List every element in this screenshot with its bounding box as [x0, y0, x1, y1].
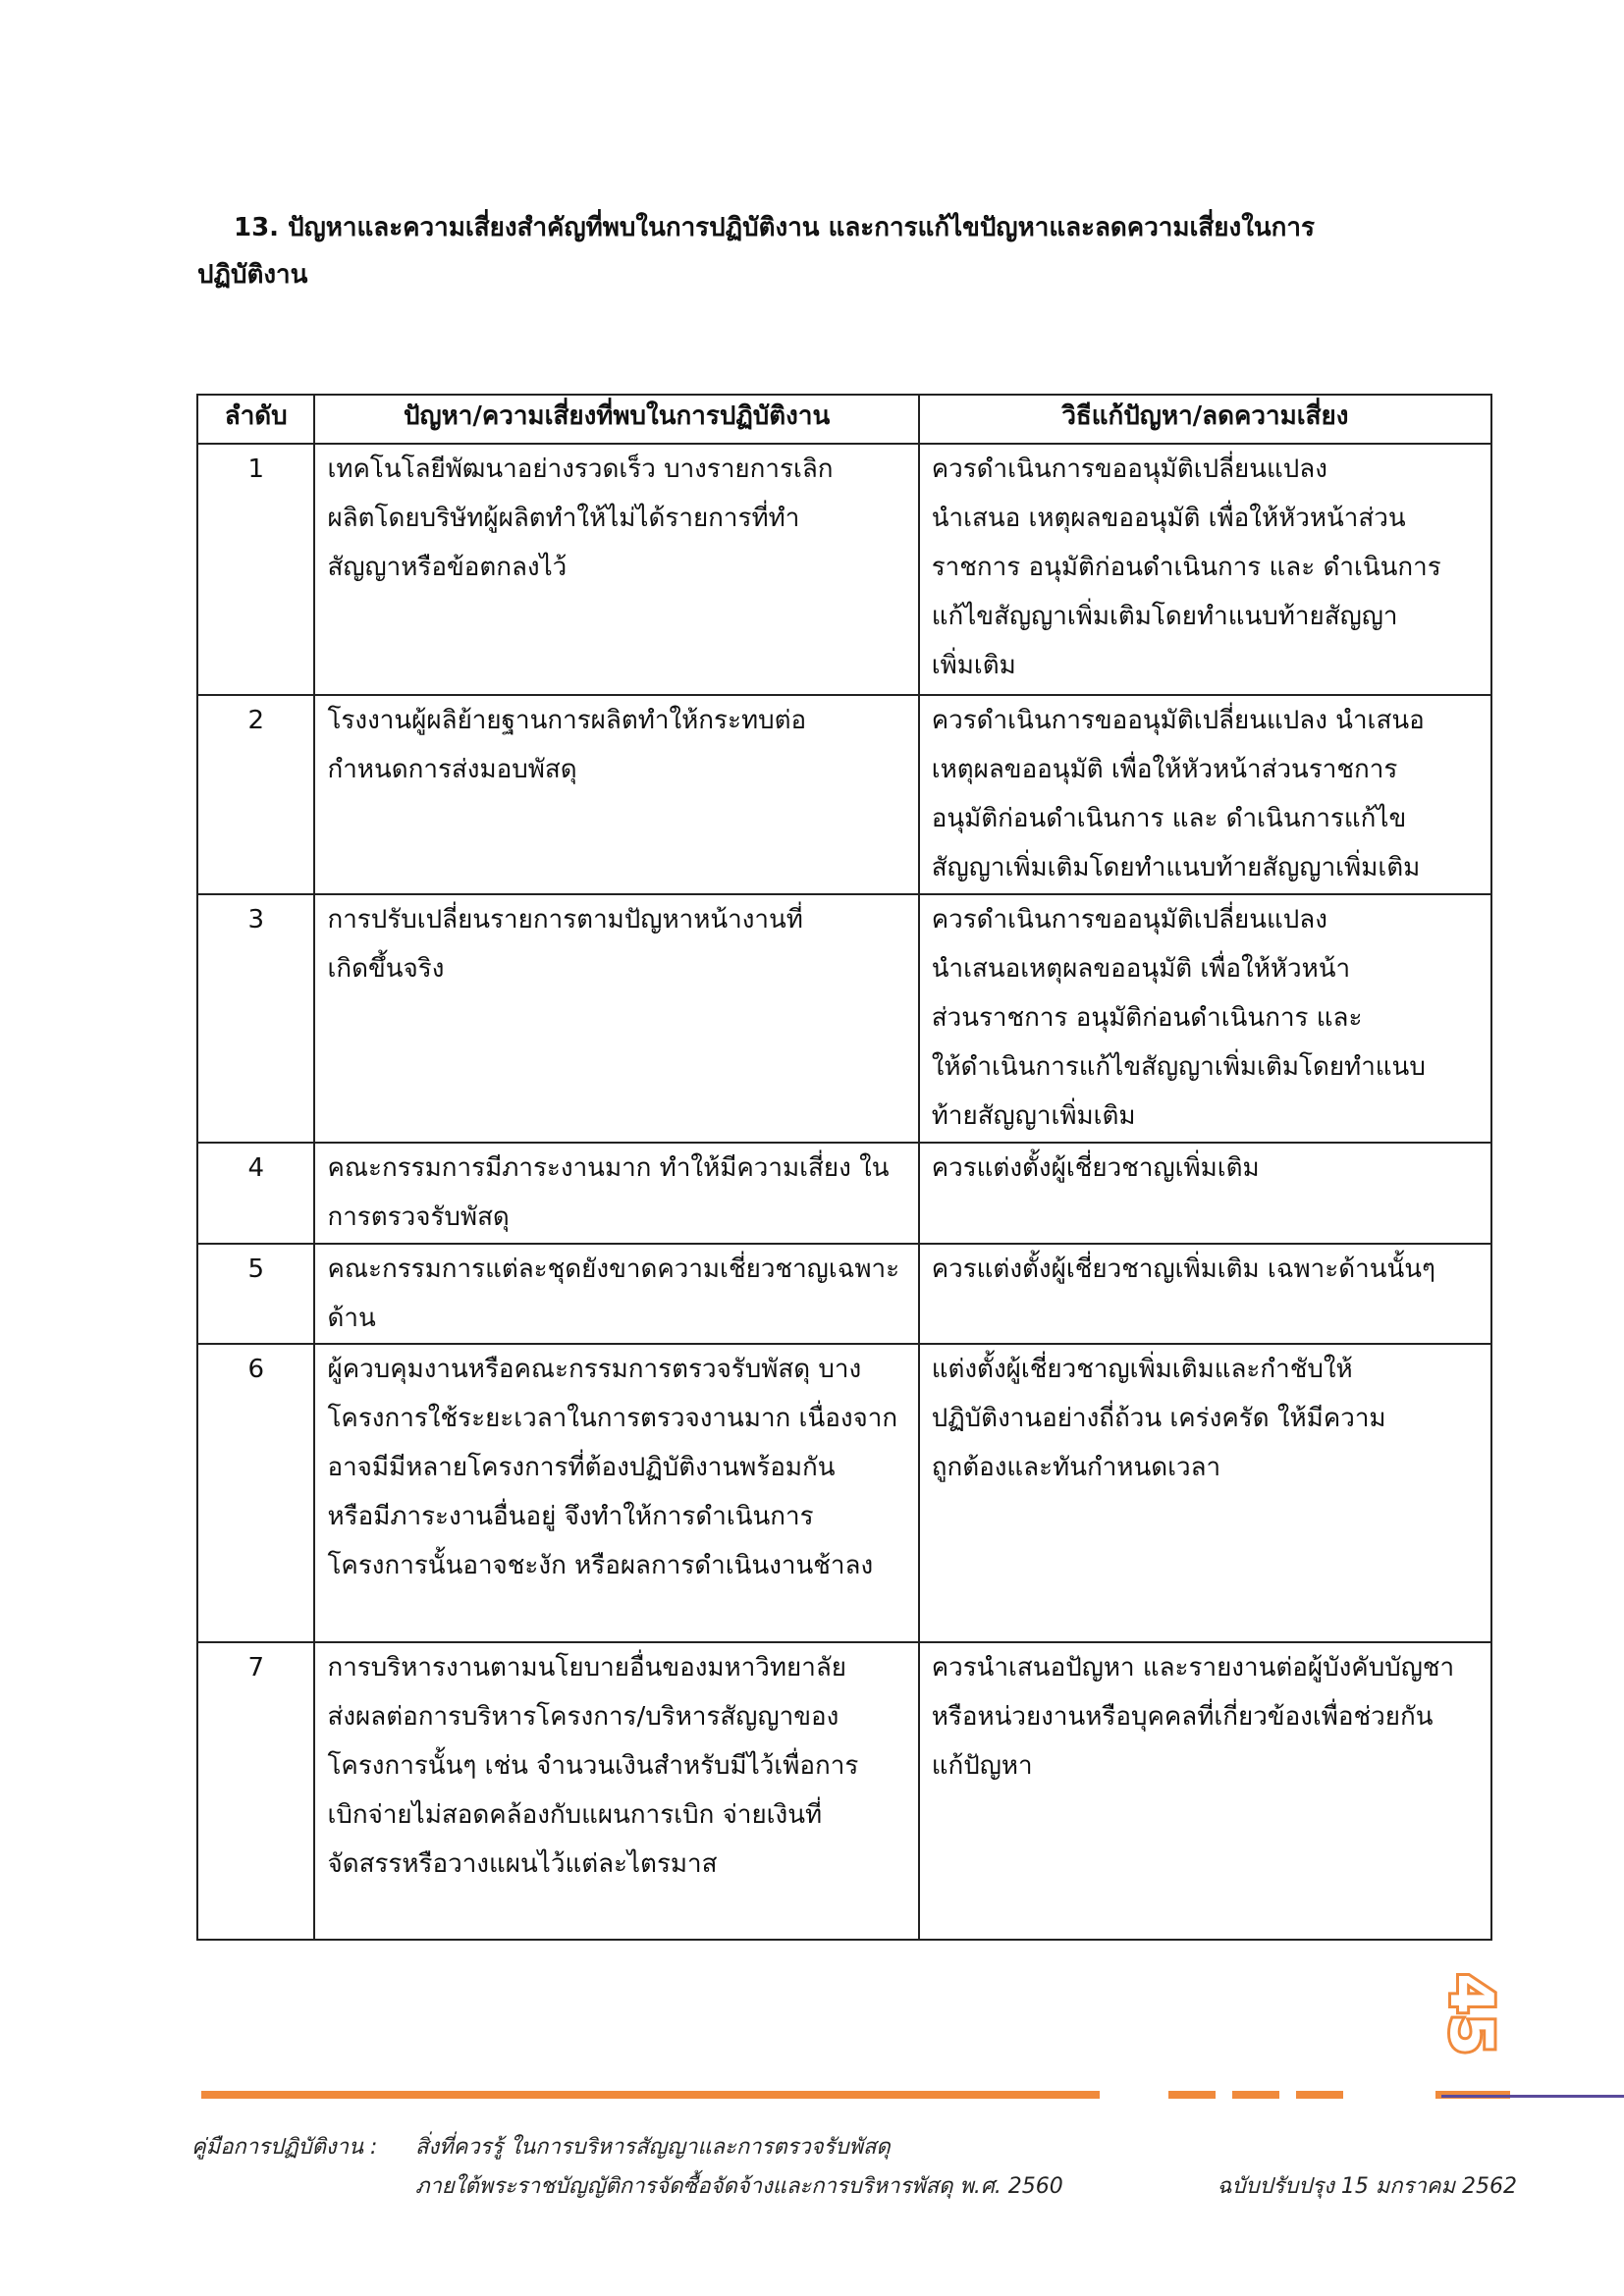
text-line: โครงการนั้นอาจชะงัก หรือผลการดำเนินงานช้าลง: [327, 1551, 874, 1580]
row-solution: [919, 695, 1491, 894]
table-row: [197, 444, 1491, 695]
text-line: ส่วนราชการ อนุมัติก่อนดำเนินการ และ: [931, 1003, 1363, 1033]
table-row: [197, 1143, 1491, 1244]
footer-bar-dash: [1232, 2091, 1279, 2099]
section-heading-line2: ปฏิบัติงาน: [197, 260, 308, 290]
page-number-text: 45: [1436, 1973, 1505, 2056]
text-line: โรงงานผู้ผลิย้ายฐานการผลิตทำให้กระทบต่อ: [327, 706, 807, 735]
footer-title-line2: ภายใต้พระราชบัญญัติการจัดซื้อจัดจ้างและการบริหารพัสดุ พ.ศ. 2560: [415, 2174, 1063, 2199]
section-heading: [198, 204, 1475, 298]
text-line: หรือหน่วยงานหรือบุคคลที่เกี่ยวข้องเพื่อช่วยกัน: [931, 1702, 1434, 1732]
text-line: ควรแต่งตั้งผู้เชี่ยวชาญเพิ่มเติม เฉพาะด้านนั้นๆ: [931, 1255, 1436, 1284]
page-number-graphic: [1435, 1963, 1514, 2071]
text-line: เหตุผลขออนุมัติ เพื่อให้หัวหน้าส่วนราชการ: [931, 755, 1398, 784]
footer-title-line1: สิ่งที่ควรรู้ ในการบริหารสัญญาและการตรวจรับพัสดุ: [415, 2135, 891, 2160]
text-line: สัญญาเพิ่มเติมโดยทำแนบท้ายสัญญาเพิ่มเติม: [931, 853, 1421, 882]
text-line: ควรดำเนินการขออนุมัติเปลี่ยนแปลง: [931, 454, 1327, 484]
table-row: [197, 1244, 1491, 1344]
text-line: คณะกรรมการแต่ละชุดยังขาดความเชี่ยวชาญเฉพาะ: [327, 1255, 900, 1284]
table-row: [197, 1344, 1491, 1642]
text-line: ส่งผลต่อการบริหารโครงการ/บริหารสัญญาของ: [327, 1702, 839, 1732]
footer-edition: ฉบับปรับปรุง 15 มกราคม 2562: [1217, 2174, 1517, 2199]
header-solution: วิธีแก้ปัญหา/ลดความเสี่ยง: [919, 395, 1491, 444]
text-line: เทคโนโลยีพัฒนาอย่างรวดเร็ว บางรายการเลิก: [327, 454, 834, 484]
table-header-row: [197, 395, 1491, 444]
text-line: หรือมีภาระงานอื่นอยู่ จึงทำให้การดำเนินการ: [327, 1502, 814, 1531]
text-line: แก้ปัญหา: [931, 1751, 1033, 1781]
text-line: ให้ดำเนินการแก้ไขสัญญาเพิ่มเติมโดยทำแนบ: [931, 1052, 1426, 1082]
risk-table: [196, 394, 1492, 1941]
text-line: ด้าน: [327, 1304, 376, 1333]
footer-bar-long: [201, 2091, 1100, 2099]
row-solution: [919, 1642, 1491, 1940]
row-problem: [314, 1642, 918, 1940]
text-line: ถูกต้องและทันกำหนดเวลา: [931, 1453, 1221, 1482]
footer-bar-dash: [1296, 2091, 1343, 2099]
row-num: 3: [197, 894, 314, 1143]
table-row: [197, 894, 1491, 1143]
row-num: 7: [197, 1642, 314, 1940]
row-problem: [314, 444, 918, 695]
text-line: นำเสนอเหตุผลขออนุมัติ เพื่อให้หัวหน้า: [931, 954, 1351, 984]
text-line: เพิ่มเติม: [931, 651, 1016, 680]
text-line: ควรแต่งตั้งผู้เชี่ยวชาญเพิ่มเติม: [931, 1153, 1260, 1183]
table-row: [197, 1642, 1491, 1940]
row-problem: [314, 894, 918, 1143]
row-num: 5: [197, 1244, 314, 1344]
header-num: ลำดับ: [197, 395, 314, 444]
text-line: กำหนดการส่งมอบพัสดุ: [327, 755, 577, 784]
text-line: ท้ายสัญญาเพิ่มเติม: [931, 1101, 1136, 1131]
text-line: ปฏิบัติงานอย่างถี่ถ้วน เคร่งครัด ให้มีความ: [931, 1404, 1386, 1433]
row-solution: [919, 1143, 1491, 1244]
row-num: 6: [197, 1344, 314, 1642]
text-line: ควรดำเนินการขออนุมัติเปลี่ยนแปลง นำเสนอ: [931, 706, 1425, 735]
text-line: ราชการ อนุมัติก่อนดำเนินการ และ ดำเนินการ: [931, 553, 1441, 582]
row-num: 4: [197, 1143, 314, 1244]
footer-label: คู่มือการปฏิบัติงาน :: [191, 2135, 378, 2160]
text-line: นำเสนอ เหตุผลขออนุมัติ เพื่อให้หัวหน้าส่วน: [931, 504, 1406, 533]
row-num: 2: [197, 695, 314, 894]
header-problem: ปัญหา/ความเสี่ยงที่พบในการปฏิบัติงาน: [314, 395, 918, 444]
text-line: อาจมีมีหลายโครงการที่ต้องปฏิบัติงานพร้อมกัน: [327, 1453, 836, 1482]
row-num: 1: [197, 444, 314, 695]
text-line: เกิดขึ้นจริง: [327, 954, 445, 984]
text-line: อนุมัติก่อนดำเนินการ และ ดำเนินการแก้ไข: [931, 804, 1407, 833]
text-line: การตรวจรับพัสดุ: [327, 1202, 510, 1232]
row-solution: [919, 894, 1491, 1143]
text-line: โครงการใช้ระยะเวลาในการตรวจงานมาก เนื่องจาก: [327, 1404, 898, 1433]
section-heading-line1: 13. ปัญหาและความเสี่ยงสำคัญที่พบในการปฏิบัติงาน และการแก้ไขปัญหาและลดความเสี่ยงในการ: [234, 213, 1315, 242]
footer-bar-dash: [1168, 2091, 1216, 2099]
text-line: โครงการนั้นๆ เช่น จำนวนเงินสำหรับมีไว้เพื่อการ: [327, 1751, 859, 1781]
text-line: การบริหารงานตามนโยบายอื่นของมหาวิทยาลัย: [327, 1653, 847, 1682]
text-line: แต่งตั้งผู้เชี่ยวชาญเพิ่มเติมและกำชับให้: [931, 1355, 1353, 1384]
text-line: จัดสรรหรือวางแผนไว้แต่ละไตรมาส: [327, 1849, 718, 1879]
text-line: การปรับเปลี่ยนรายการตามปัญหาหน้างานที่: [327, 905, 803, 934]
text-line: แก้ไขสัญญาเพิ่มเติมโดยทำแนบท้ายสัญญา: [931, 602, 1398, 631]
row-solution: [919, 1244, 1491, 1344]
text-line: ผู้ควบคุมงานหรือคณะกรรมการตรวจรับพัสดุ บาง: [327, 1355, 862, 1384]
text-line: สัญญาหรือข้อตกลงไว้: [327, 553, 568, 582]
text-line: ควรดำเนินการขออนุมัติเปลี่ยนแปลง: [931, 905, 1327, 934]
footer-rule: [1441, 2095, 1624, 2098]
row-problem: [314, 1143, 918, 1244]
text-line: คณะกรรมการมีภาระงานมาก ทำให้มีความเสี่ยง ใน: [327, 1153, 890, 1183]
row-solution: [919, 444, 1491, 695]
text-line: ผลิตโดยบริษัทผู้ผลิตทำให้ไม่ได้รายการที่ทำ: [327, 504, 800, 533]
row-problem: [314, 1244, 918, 1344]
text-line: เบิกจ่ายไม่สอดคล้องกับแผนการเบิก จ่ายเงินที่: [327, 1800, 823, 1830]
row-solution: [919, 1344, 1491, 1642]
row-problem: [314, 1344, 918, 1642]
row-problem: [314, 695, 918, 894]
page-number: [1435, 1963, 1514, 2071]
table-row: [197, 695, 1491, 894]
text-line: ควรนำเสนอปัญหา และรายงานต่อผู้บังคับบัญชา: [931, 1653, 1455, 1682]
